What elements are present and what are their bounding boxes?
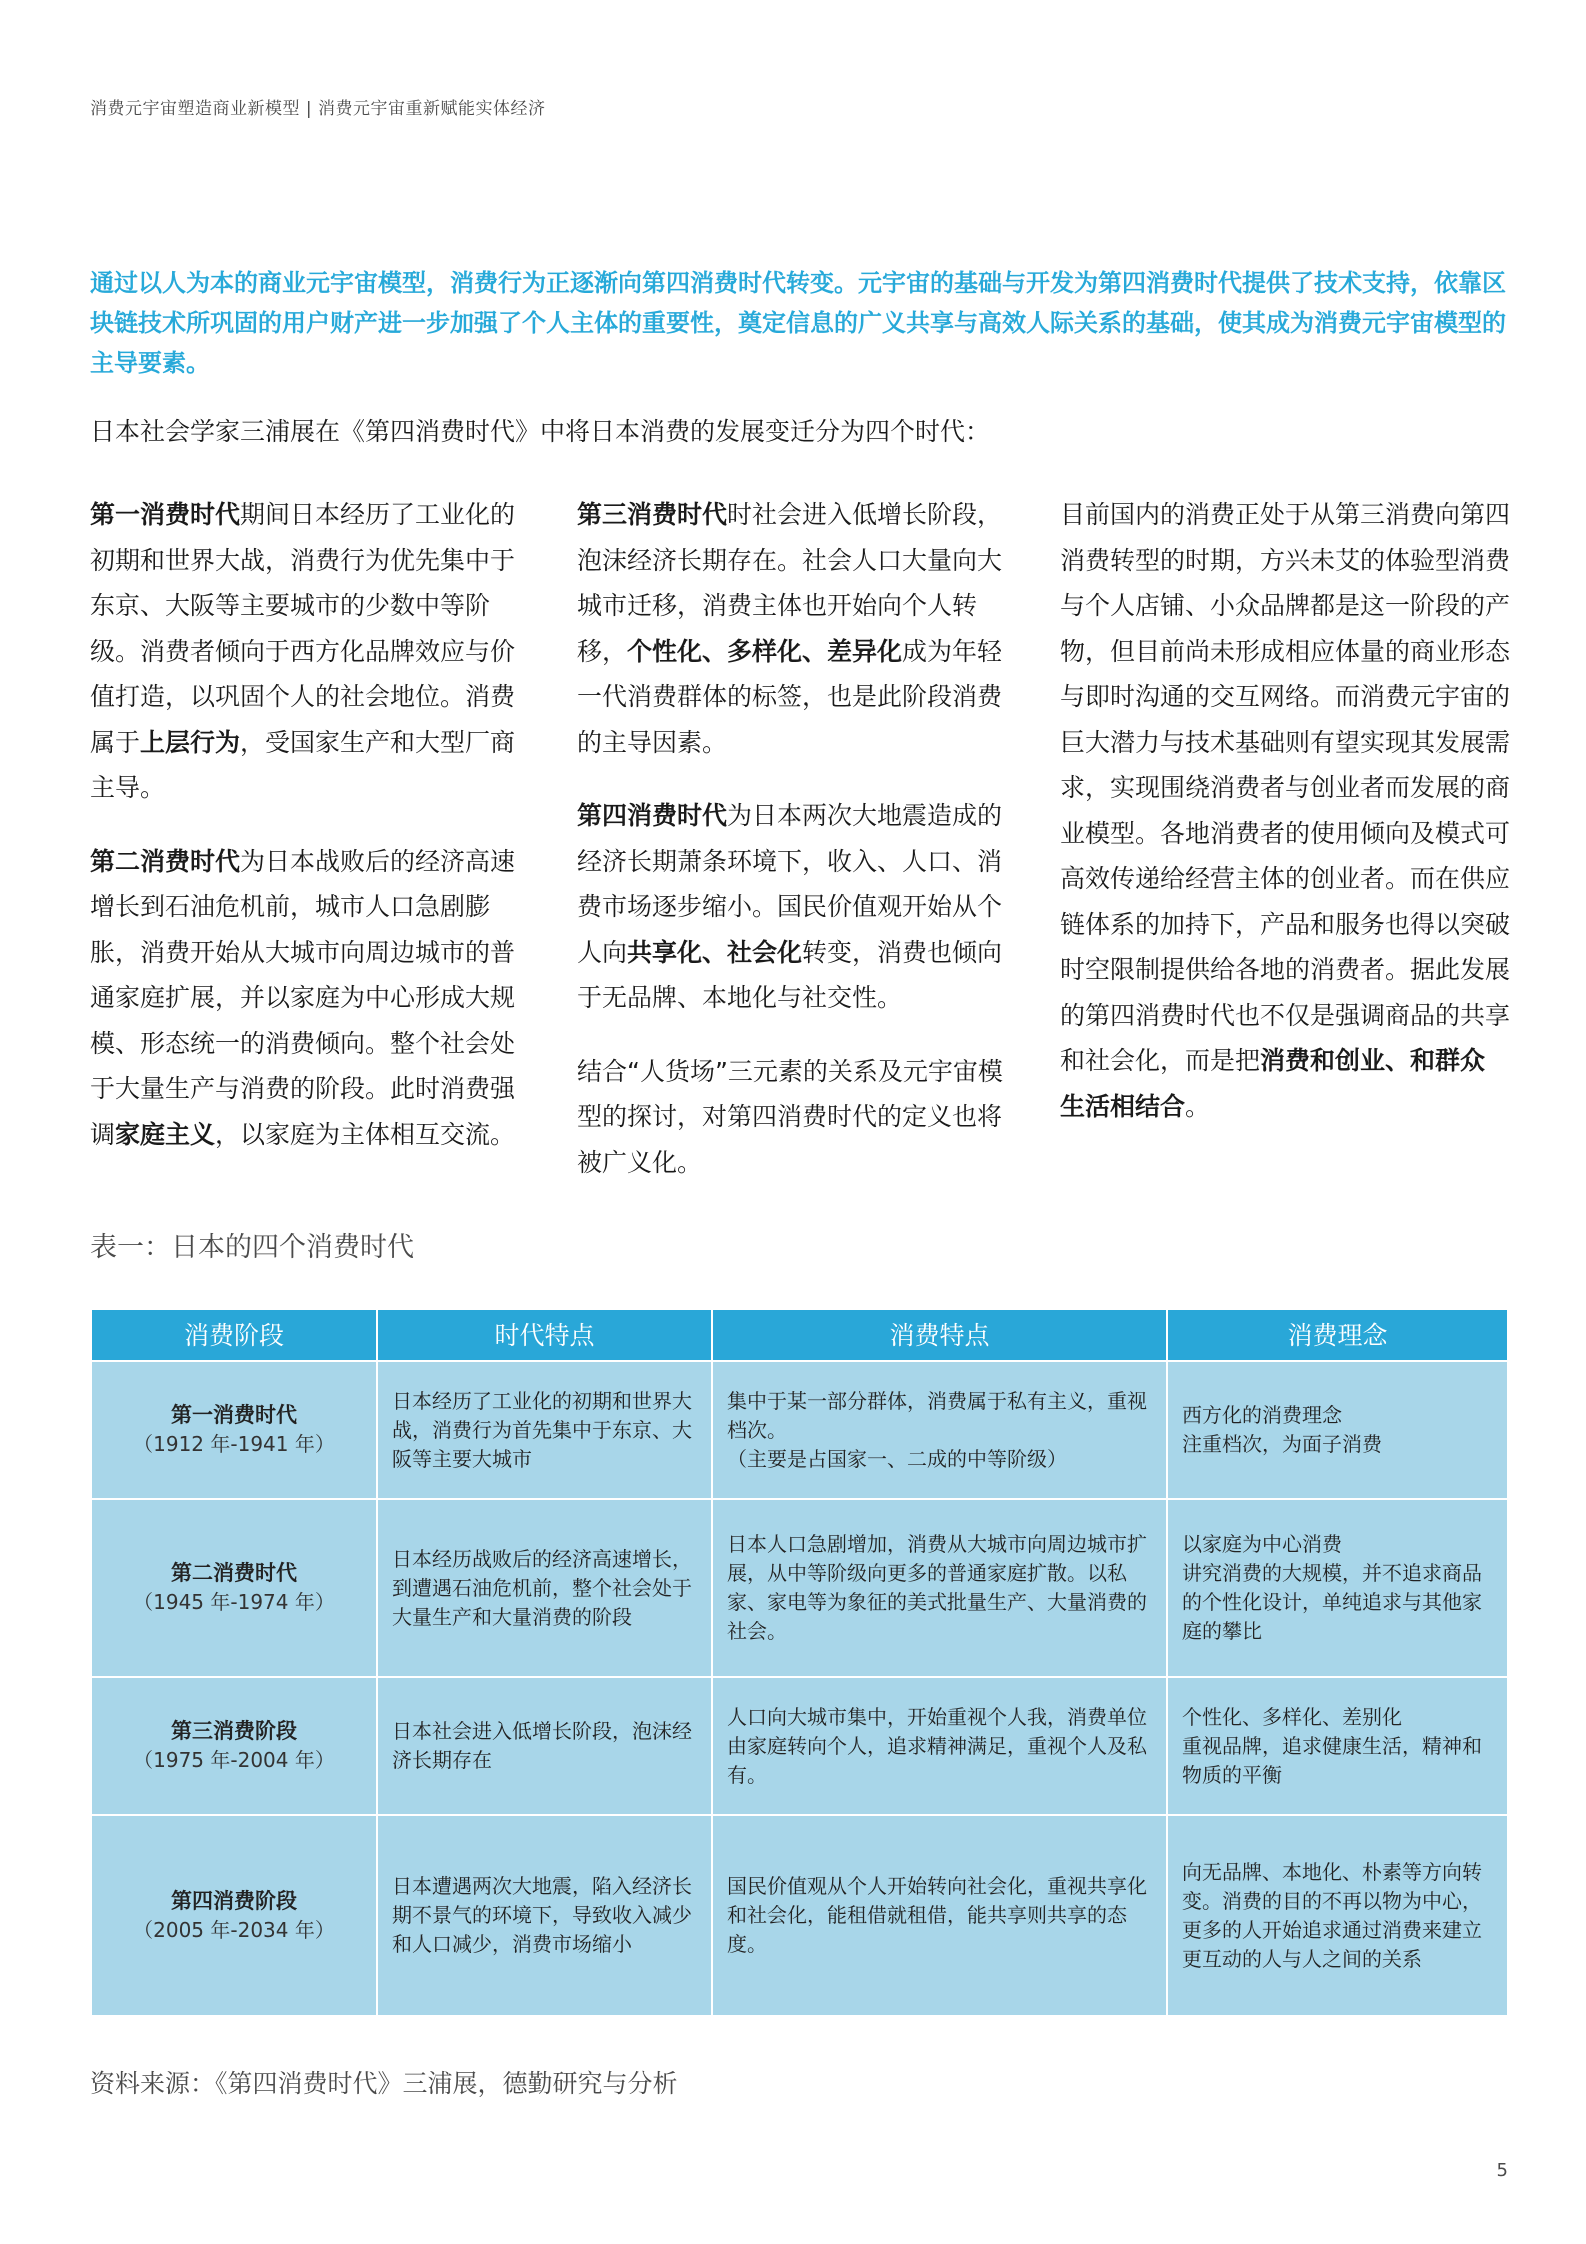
concept-cell: 向无品牌、本地化、朴素等方向转变。消费的目的不再以物为中心，更多的人开始追求通过消费来建立更互动的人与人之间的关系 xyxy=(1167,1815,1507,2015)
conclusion-emphasis: 消费和创业、和群众生活相结合 xyxy=(1060,1046,1486,1121)
conclusion-text-part-1: 结合“人货场”三元素的关系及元宇宙模型的探讨，对第四消费时代的定义也将被广义化。 xyxy=(577,1056,1003,1177)
column-3 xyxy=(1060,492,1510,1157)
consumption-cell: 日本人口急剧增加，消费从大城市向周边城市扩展，从中等阶级向更多的普通家庭扩散。以私家、家电等为象征的美式批量生产、大量消费的社会。 xyxy=(712,1499,1167,1677)
paragraph-conclusion xyxy=(577,1049,1022,1186)
consumption-cell: 人口向大城市集中，开始重视个人我，消费单位由家庭转向个人，追求精神满足，重视个人及私有。 xyxy=(712,1677,1167,1815)
consumption-era-table xyxy=(92,1310,1507,2015)
header-stage: 消费阶段 xyxy=(92,1310,377,1361)
paragraph-era-1: 第一消费时代期间日本经历了工业化的初期和世界大战，消费行为优先集中于东京、大阪等主要城市的少数中等阶级。消费者倾向于西方化品牌效应与价值打造，以巩固个人的社会地位。消费属于上层行为，受国家生产和大型厂商主导。 xyxy=(90,500,516,802)
intro-highlight: 通过以人为本的商业元宇宙模型，消费行为正逐渐向第四消费时代转变。元宇宙的基础与开发为第四消费时代提供了技术支持，依靠区块链技术所巩固的用户财产进一步加强了个人主体的重要性，奠定信息的广义共享与高效人际关系的基础，使其成为消费元宇宙模型的主导要素。 xyxy=(90,269,1506,377)
lead-sentence: 日本社会学家三浦展在《第四消费时代》中将日本消费的发展变迁分为四个时代： xyxy=(90,417,991,446)
concept-cell: 个性化、多样化、差别化 重视品牌，追求健康生活，精神和物质的平衡 xyxy=(1167,1677,1507,1815)
source-note: 资料来源：《第四消费时代》三浦展，德勤研究与分析 xyxy=(90,2069,678,2098)
header-consumption-concept: 消费理念 xyxy=(1167,1310,1507,1361)
conclusion-period: 。 xyxy=(1185,1091,1211,1121)
table-row xyxy=(92,1677,1507,1815)
header-era-features: 时代特点 xyxy=(377,1310,712,1361)
era-cell: 日本经历了工业化的初期和世界大战，消费行为首先集中于东京、大阪等主要大城市 xyxy=(377,1361,712,1499)
page-number: 5 xyxy=(1496,2160,1508,2181)
running-header: 消费元宇宙塑造商业新模型 | 消费元宇宙重新赋能实体经济 xyxy=(90,99,546,119)
header-consumption-features: 消费特点 xyxy=(712,1310,1167,1361)
paragraph-era-4: 第四消费时代为日本两次大地震造成的经济长期萧条环境下，收入、人口、消费市场逐步缩小。国民价值观开始从个人向共享化、社会化转变，消费也倾向于无品牌、本地化与社交性。 xyxy=(577,801,1003,1012)
consumption-cell: 集中于某一部分群体，消费属于私有主义，重视档次。 （主要是占国家一、二成的中等阶级） xyxy=(712,1361,1167,1499)
table-header-row xyxy=(92,1310,1507,1361)
stage-cell: 第四消费阶段 （2005 年-2034 年） xyxy=(92,1815,377,2015)
concept-cell: 以家庭为中心消费 讲究消费的大规模，并不追求商品的个性化设计，单纯追求与其他家庭的攀比 xyxy=(1167,1499,1507,1677)
era-cell: 日本社会进入低增长阶段，泡沫经济长期存在 xyxy=(377,1677,712,1815)
column-1 xyxy=(90,492,535,1185)
paragraph-era-2: 第二消费时代为日本战败后的经济高速增长到石油危机前，城市人口急剧膨胀，消费开始从大城市向周边城市的普通家庭扩展，并以家庭为中心形成大规模、形态统一的消费倾向。整个社会处于大量生产与消费的阶段。此时消费强调家庭主义，以家庭为主体相互交流。 xyxy=(90,846,516,1149)
table-row xyxy=(92,1499,1507,1677)
table-row xyxy=(92,1815,1507,2015)
conclusion-text-part-2: 目前国内的消费正处于从第三消费向第四消费转型的时期，方兴未艾的体验型消费与个人店铺、小众品牌都是这一阶段的产物，但目前尚未形成相应体量的商业形态与即时沟通的交互网络。而消费元宇宙的巨大潜力与技术基础则有望实现其发展需求，实现围绕消费者与创业者而发展的商业模型。各地消费者的使用倾向及模式可高效传递给经营主体的创业者。而在供应链体系的加持下，产品和服务也得以突破时空限制提供给各地的消费者。据此发展的第四消费时代也不仅是强调商品的共享和社会化，而是把 xyxy=(1060,500,1511,1075)
stage-cell: 第二消费时代 （1945 年-1974 年） xyxy=(92,1499,377,1677)
column-2 xyxy=(577,492,1022,1213)
stage-cell: 第一消费时代 （1912 年-1941 年） xyxy=(92,1361,377,1499)
table-row xyxy=(92,1361,1507,1499)
table-caption: 表一：日本的四个消费时代 xyxy=(90,1232,414,1263)
consumption-cell: 国民价值观从个人开始转向社会化，重视共享化和社会化，能租借就租借，能共享则共享的态度。 xyxy=(712,1815,1167,2015)
era-cell: 日本经历战败后的经济高速增长，到遭遇石油危机前，整个社会处于大量生产和大量消费的阶段 xyxy=(377,1499,712,1677)
paragraph-conclusion-continued xyxy=(1060,492,1510,1129)
era-cell: 日本遭遇两次大地震，陷入经济长期不景气的环境下，导致收入减少和人口减少，消费市场缩小 xyxy=(377,1815,712,2015)
stage-cell: 第三消费阶段 （1975 年-2004 年） xyxy=(92,1677,377,1815)
concept-cell: 西方化的消费理念 注重档次，为面子消费 xyxy=(1167,1361,1507,1499)
paragraph-era-3: 第三消费时代时社会进入低增长阶段，泡沫经济长期存在。社会人口大量向大城市迁移，消费主体也开始向个人转移，个性化、多样化、差异化成为年轻一代消费群体的标签，也是此阶段消费的主导因素。 xyxy=(577,500,1003,757)
